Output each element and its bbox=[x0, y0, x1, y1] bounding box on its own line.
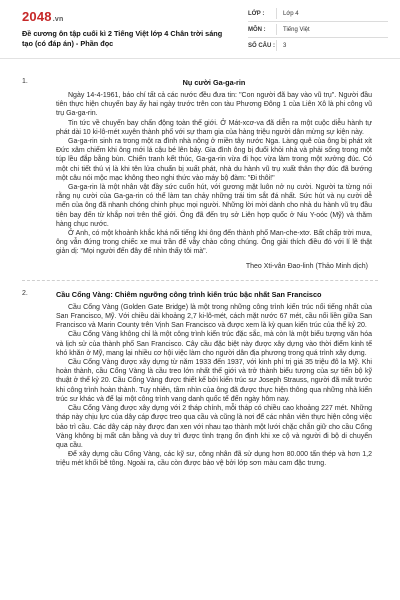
question-number: 1. bbox=[22, 78, 28, 85]
meta-label: SỐ CÂU : bbox=[248, 42, 275, 49]
meta-row-question-count bbox=[248, 38, 388, 53]
question-body bbox=[56, 78, 372, 271]
passage-paragraph: Ở Anh, có một khoảnh khắc khá nổi tiếng khi ông đến thành phố Man-che-xtơ. Bất chấp trời mưa, ông vẫn đứng trong chiếc xe mui trần để vẫy chào công chúng. Ông giải thích điều đó với lí lẽ thật giản dị: "Mọi người đến đây để nhìn thấy tôi mà". bbox=[56, 230, 372, 256]
question-body bbox=[56, 290, 372, 469]
meta-row-class bbox=[248, 6, 388, 22]
meta-row-subject bbox=[248, 22, 388, 38]
meta-value: Tiếng Việt bbox=[283, 26, 310, 33]
logo-text: 2048 bbox=[22, 9, 52, 24]
passage-paragraph: Ga-ga-rin là một nhân vật đầy sức cuốn hút, với gương mặt luôn nở nụ cười. Người ta từng nói rằng nụ cười của Ga-ga-rin có thể làm tan chảy những trái tim sắt đá nhất. Sức hút và nụ cười dễ mến của ông đã nhanh chóng chinh phục mọi người. Những lời mời dành cho nhà du hành vũ trụ đầu tiên bay đến từ khắp nơi trên thế giới. Ông đã đến trụ sở Liên hợp quốc ở Niu Y-oóc (Mỹ) và thăm hàng chục nước. bbox=[56, 184, 372, 228]
passage-paragraph: Cầu Cổng Vàng không chỉ là một công trình kiến trúc đặc sắc, mà còn là một biểu tượng văn hóa và lịch sử của thành phố San Francisco. Cây cầu đặc biệt này được xây dựng vào thời điểm kinh tế khó khăn ở Mỹ, mang lại nhiều cơ hội việc làm cho người dân địa phương trong quá trình xây dựng. bbox=[56, 331, 372, 357]
passage-title: Cầu Cổng Vàng: Chiêm ngưỡng công trình kiến trúc bậc nhất San Francisco bbox=[56, 289, 322, 299]
passage-paragraph: Cầu Cổng Vàng (Golden Gate Bridge) là một trong những công trình kiến trúc nổi tiếng nhất của San Francisco, Mỹ. Với chiều dài khoảng 2,7 ki-lô-mét, cách mặt nước 67 mét, cầu nối liền giữa San Francisco và Marin County trên Vịnh San Francisco và được xem là kỳ quan kiến trúc của thế kỷ 20. bbox=[56, 303, 372, 330]
passage-paragraph: Ngày 14-4-1961, báo chí tất cả các nước đều đưa tin: "Con người đã bay vào vũ trụ". Người đầu tiên thực hiện chuyến bay ấy hai ngày trước trên con tàu Phương Đông 1 của Liên Xô là phi công vũ trụ Ga-ga-rin. bbox=[56, 92, 372, 118]
meta-label: MÔN : bbox=[248, 26, 266, 33]
document-title: Đề cương ôn tập cuối kì 2 Tiếng Việt lớp 4 Chân trời sáng tạo (có đáp án) - Phần đọc bbox=[22, 29, 223, 48]
site-logo[interactable] bbox=[22, 9, 63, 24]
passage-title: Nụ cười Ga-ga-rin bbox=[182, 78, 246, 87]
passage-paragraph: Ga-ga-rin sinh ra trong một ra đình nhà nông ở miền tây nước Nga. Làng quê của ông bị phát xít Đức xâm chiếm khi ông mới lá cậu bé lên bảy. Gia đình ông bị đuổi khỏi nhà và phải sống trong một túp lều đắp bằng bùn. Chiến tranh kết thúc, Ga-ga-rin vừa đi học vừa làm trong một xưởng đúc. Có một chi tiết thú vị là khi tên lửa chuẩn bị xuất phát, nhà du hành vũ trụ xuất thân thợ đúc đã bướng một câu nói mộc mạc không theo nghi thức vào máy bộ đàm: "Đi thôi!" bbox=[56, 138, 372, 182]
passage-paragraph: Để xây dựng cầu Cổng Vàng, các kỹ sư, công nhân đã sử dụng hơn 80.000 tấn thép và hơn 1,2 triệu mét khối bê tông. Ngoài ra, cầu còn được bảo vệ bởi lớp sơn màu cam đặc trưng. bbox=[56, 451, 372, 468]
meta-separator bbox=[276, 24, 277, 35]
passage-paragraph: Cầu Cổng Vàng được xây dựng từ năm 1933 đến 1937, với kinh phí trị giá 35 triệu đô la Mỹ. Khi hoàn thành, cầu Cổng Vàng là cầu treo lớn nhất thế giới và trở thành biểu tượng của sự tiến bộ kỹ thuật ở thế kỷ 20. Cầu Cổng Vàng được thiết kế bởi kiến trúc sư Joseph Strauss, người đã mất trước khi công trình hoàn thành. Tuy nhiên, tầm nhìn của ông đã được thực hiện thông qua những nhà kiến trúc sư khác và để lại một công trình vang danh quốc tế đến ngày hôm nay. bbox=[56, 359, 372, 403]
passage-author: Theo Xti-vân Đao-linh (Thảo Minh dịch) bbox=[245, 262, 368, 270]
logo-suffix: .vn bbox=[52, 16, 64, 23]
document-meta-table bbox=[248, 6, 388, 53]
document-content bbox=[0, 64, 400, 600]
meta-value: Lớp 4 bbox=[283, 10, 299, 17]
question-divider bbox=[22, 280, 378, 281]
passage-paragraph: Tin tức về chuyến bay chấn động toàn thế giới. Ở Mát-xcơ-va đã diễn ra một cuộc diễu hành tự phát dài 10 ki-lô-mét xuyên thành phố với sự tham gia của hàng triệu người dân mừng sự kiện này. bbox=[56, 119, 372, 136]
meta-separator bbox=[276, 8, 277, 19]
passage-paragraph: Cầu Cổng Vàng được xây dựng với 2 tháp chính, mỗi tháp có chiều cao khoảng 227 mét. Những tháp này chịu lực của dây cáp được treo qua cầu và cũng là nơi để các nhân viên thực hiện công việc bảo trì cầu. Các dây cáp này được đan xen với nhau tạo thành một lưới chặc chắn giữ cho cầu Cổng Vàng không bị mất cân bằng và duy trì được tình trạng ổn định khi xe cộ và người đi bộ di chuyển qua cầu. bbox=[56, 405, 372, 449]
page-header bbox=[0, 0, 400, 59]
question-1 bbox=[0, 78, 400, 271]
meta-separator bbox=[276, 40, 277, 51]
question-number: 2. bbox=[22, 289, 28, 297]
question-2 bbox=[0, 290, 400, 469]
meta-label: LỚP : bbox=[248, 10, 265, 17]
meta-value: 3 bbox=[283, 42, 287, 49]
